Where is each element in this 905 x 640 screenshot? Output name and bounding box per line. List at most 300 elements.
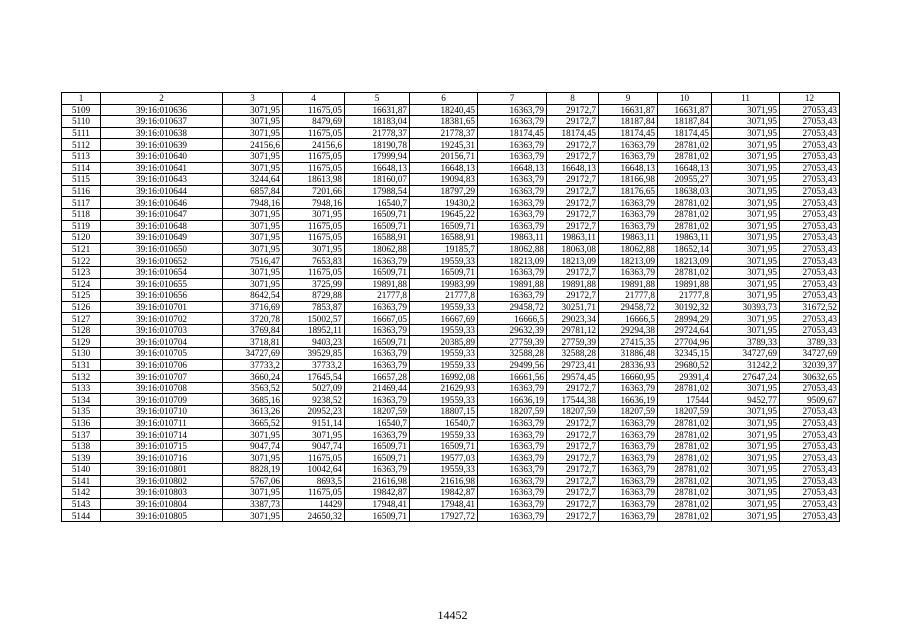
value-cell: 37733,2 — [283, 359, 345, 371]
value-cell: 3387,73 — [223, 498, 283, 510]
value-cell: 28994,29 — [658, 313, 712, 325]
value-cell: 16363,79 — [478, 150, 547, 162]
value-cell: 16648,13 — [410, 162, 478, 174]
value-cell: 3071,95 — [223, 104, 283, 116]
value-cell: 29172,7 — [547, 197, 599, 209]
value-cell: 16509,71 — [345, 452, 410, 464]
value-cell: 19559,33 — [410, 348, 478, 360]
value-cell: 19559,33 — [410, 429, 478, 441]
value-cell: 19245,31 — [410, 139, 478, 151]
value-cell: 16363,79 — [599, 429, 658, 441]
value-cell: 9151,14 — [283, 417, 345, 429]
value-cell: 19891,88 — [547, 278, 599, 290]
value-cell: 3789,33 — [780, 336, 840, 348]
data-table — [61, 92, 840, 522]
value-cell: 28781,02 — [658, 452, 712, 464]
value-cell: 19094,83 — [410, 174, 478, 186]
value-cell: 19185,7 — [410, 243, 478, 255]
value-cell: 16509,71 — [345, 208, 410, 220]
row-number-cell: 5112 — [62, 139, 101, 151]
value-cell: 7653,83 — [283, 255, 345, 267]
table-row — [62, 359, 840, 371]
value-cell: 18213,09 — [547, 255, 599, 267]
value-cell: 16363,79 — [599, 150, 658, 162]
value-cell: 16648,13 — [599, 162, 658, 174]
value-cell: 3563,52 — [223, 382, 283, 394]
value-cell: 3789,33 — [712, 336, 780, 348]
value-cell: 5027,09 — [283, 382, 345, 394]
value-cell: 16363,79 — [599, 208, 658, 220]
value-cell: 29172,7 — [547, 510, 599, 522]
value-cell: 17988,54 — [345, 185, 410, 197]
row-number-cell: 5139 — [62, 452, 101, 464]
value-cell: 31886,48 — [599, 348, 658, 360]
value-cell: 18166,98 — [599, 174, 658, 186]
value-cell: 3071,95 — [712, 440, 780, 452]
col-header: 5 — [345, 93, 410, 105]
value-cell: 27053,43 — [780, 324, 840, 336]
value-cell: 16363,79 — [478, 475, 547, 487]
value-cell: 3071,95 — [712, 498, 780, 510]
value-cell: 18174,45 — [599, 127, 658, 139]
table-row — [62, 324, 840, 336]
value-cell: 3071,95 — [283, 243, 345, 255]
value-cell: 39529,85 — [283, 348, 345, 360]
table-row — [62, 510, 840, 522]
table-row — [62, 232, 840, 244]
table-row — [62, 301, 840, 313]
row-number-cell: 5128 — [62, 324, 101, 336]
value-cell: 3685,16 — [223, 394, 283, 406]
value-cell: 3071,95 — [712, 324, 780, 336]
row-number-cell: 5109 — [62, 104, 101, 116]
cadastral-number-cell: 39:16:010801 — [101, 464, 223, 476]
row-number-cell: 5114 — [62, 162, 101, 174]
row-number-cell: 5111 — [62, 127, 101, 139]
value-cell: 19891,88 — [599, 278, 658, 290]
value-cell: 16363,79 — [599, 475, 658, 487]
value-cell: 16509,71 — [345, 510, 410, 522]
value-cell: 29172,7 — [547, 174, 599, 186]
value-cell: 3071,95 — [223, 487, 283, 499]
value-cell: 16509,71 — [345, 220, 410, 232]
value-cell: 7853,87 — [283, 301, 345, 313]
table-row — [62, 417, 840, 429]
value-cell: 29172,7 — [547, 116, 599, 128]
value-cell: 18207,59 — [658, 406, 712, 418]
cadastral-number-cell: 39:16:010703 — [101, 324, 223, 336]
value-cell: 3071,95 — [223, 510, 283, 522]
cadastral-number-cell: 39:16:010701 — [101, 301, 223, 313]
value-cell: 17927,72 — [410, 510, 478, 522]
value-cell: 29680,52 — [658, 359, 712, 371]
table-row — [62, 127, 840, 139]
value-cell: 18207,59 — [599, 406, 658, 418]
cadastral-number-cell: 39:16:010637 — [101, 116, 223, 128]
value-cell: 21616,98 — [410, 475, 478, 487]
value-cell: 19559,33 — [410, 255, 478, 267]
cadastral-number-cell: 39:16:010643 — [101, 174, 223, 186]
value-cell: 3071,95 — [712, 313, 780, 325]
value-cell: 29023,34 — [547, 313, 599, 325]
value-cell: 29632,39 — [478, 324, 547, 336]
table-row — [62, 498, 840, 510]
value-cell: 19863,11 — [658, 232, 712, 244]
value-cell: 28336,93 — [599, 359, 658, 371]
value-cell: 21777,8 — [410, 290, 478, 302]
table-row — [62, 348, 840, 360]
value-cell: 19430,2 — [410, 197, 478, 209]
value-cell: 16363,79 — [478, 464, 547, 476]
value-cell: 19559,33 — [410, 394, 478, 406]
value-cell: 18613,98 — [283, 174, 345, 186]
value-cell: 11675,05 — [283, 150, 345, 162]
value-cell: 24156,6 — [283, 139, 345, 151]
value-cell: 20156,71 — [410, 150, 478, 162]
value-cell: 3071,95 — [223, 266, 283, 278]
row-number-cell: 5133 — [62, 382, 101, 394]
table-row — [62, 139, 840, 151]
value-cell: 32588,28 — [478, 348, 547, 360]
value-cell: 16636,19 — [599, 394, 658, 406]
value-cell: 18160,07 — [345, 174, 410, 186]
value-cell: 27704,96 — [658, 336, 712, 348]
value-cell: 28781,02 — [658, 487, 712, 499]
col-header: 1 — [62, 93, 101, 105]
value-cell: 16631,87 — [658, 104, 712, 116]
col-header: 4 — [283, 93, 345, 105]
value-cell: 17948,41 — [410, 498, 478, 510]
cadastral-number-cell: 39:16:010702 — [101, 313, 223, 325]
value-cell: 11675,05 — [283, 487, 345, 499]
value-cell: 9452,77 — [712, 394, 780, 406]
value-cell: 16666,5 — [478, 313, 547, 325]
cadastral-number-cell: 39:16:010650 — [101, 243, 223, 255]
value-cell: 21629,93 — [410, 382, 478, 394]
value-cell: 8693,5 — [283, 475, 345, 487]
value-cell: 19891,88 — [345, 278, 410, 290]
value-cell: 27053,43 — [780, 208, 840, 220]
value-cell: 9509,67 — [780, 394, 840, 406]
value-cell: 3071,95 — [712, 150, 780, 162]
value-cell: 31242,2 — [712, 359, 780, 371]
page-number: 14452 — [437, 608, 468, 622]
value-cell: 27053,43 — [780, 382, 840, 394]
value-cell: 18062,88 — [478, 243, 547, 255]
value-cell: 16363,79 — [345, 464, 410, 476]
value-cell: 16363,79 — [599, 139, 658, 151]
table-row — [62, 243, 840, 255]
table-row — [62, 313, 840, 325]
value-cell: 28781,02 — [658, 266, 712, 278]
table-row — [62, 336, 840, 348]
value-cell: 37733,2 — [223, 359, 283, 371]
value-cell: 3660,24 — [223, 371, 283, 383]
value-cell: 16363,79 — [478, 197, 547, 209]
value-cell: 16648,13 — [478, 162, 547, 174]
value-cell: 32039,37 — [780, 359, 840, 371]
value-cell: 34727,69 — [780, 348, 840, 360]
cadastral-number-cell: 39:16:010805 — [101, 510, 223, 522]
col-header: 10 — [658, 93, 712, 105]
value-cell: 29172,7 — [547, 290, 599, 302]
value-cell: 16363,79 — [599, 464, 658, 476]
value-cell: 19863,11 — [599, 232, 658, 244]
table-row — [62, 440, 840, 452]
cadastral-number-cell: 39:16:010716 — [101, 452, 223, 464]
col-header: 9 — [599, 93, 658, 105]
row-number-cell: 5140 — [62, 464, 101, 476]
value-cell: 3071,95 — [712, 243, 780, 255]
value-cell: 24650,32 — [283, 510, 345, 522]
value-cell: 29172,7 — [547, 139, 599, 151]
value-cell: 27053,43 — [780, 220, 840, 232]
value-cell: 27053,43 — [780, 417, 840, 429]
value-cell: 27053,43 — [780, 278, 840, 290]
cadastral-number-cell: 39:16:010640 — [101, 150, 223, 162]
table-row — [62, 475, 840, 487]
value-cell: 28781,02 — [658, 464, 712, 476]
value-cell: 18062,88 — [345, 243, 410, 255]
row-number-cell: 5135 — [62, 406, 101, 418]
value-cell: 19863,11 — [478, 232, 547, 244]
col-header: 12 — [780, 93, 840, 105]
value-cell: 16657,28 — [345, 371, 410, 383]
value-cell: 27053,43 — [780, 104, 840, 116]
table-row — [62, 208, 840, 220]
value-cell: 16540,7 — [345, 197, 410, 209]
value-cell: 30192,32 — [658, 301, 712, 313]
value-cell: 27053,43 — [780, 255, 840, 267]
value-cell: 29172,7 — [547, 417, 599, 429]
row-number-cell: 5134 — [62, 394, 101, 406]
cadastral-number-cell: 39:16:010654 — [101, 266, 223, 278]
cadastral-number-cell: 39:16:010708 — [101, 382, 223, 394]
value-cell: 17948,41 — [345, 498, 410, 510]
row-number-cell: 5136 — [62, 417, 101, 429]
value-cell: 3071,95 — [712, 290, 780, 302]
value-cell: 16667,69 — [410, 313, 478, 325]
value-cell: 29172,7 — [547, 452, 599, 464]
value-cell: 3071,95 — [712, 185, 780, 197]
value-cell: 3071,95 — [712, 464, 780, 476]
value-cell: 16363,79 — [478, 116, 547, 128]
value-cell: 16363,79 — [345, 429, 410, 441]
value-cell: 31672,52 — [780, 301, 840, 313]
value-cell: 19891,88 — [478, 278, 547, 290]
value-cell: 16363,79 — [599, 382, 658, 394]
value-cell: 11675,05 — [283, 127, 345, 139]
value-cell: 27647,24 — [712, 371, 780, 383]
value-cell: 14429 — [283, 498, 345, 510]
value-cell: 29781,12 — [547, 324, 599, 336]
value-cell: 28781,02 — [658, 475, 712, 487]
table-row — [62, 487, 840, 499]
value-cell: 19559,33 — [410, 324, 478, 336]
value-cell: 3613,26 — [223, 406, 283, 418]
cadastral-number-cell: 39:16:010639 — [101, 139, 223, 151]
value-cell: 16648,13 — [658, 162, 712, 174]
value-cell: 11675,05 — [283, 452, 345, 464]
value-cell: 16363,79 — [345, 394, 410, 406]
value-cell: 19559,33 — [410, 464, 478, 476]
row-number-cell: 5144 — [62, 510, 101, 522]
table-row — [62, 394, 840, 406]
value-cell: 3071,95 — [712, 429, 780, 441]
row-number-cell: 5143 — [62, 498, 101, 510]
value-cell: 34727,69 — [712, 348, 780, 360]
value-cell: 3071,95 — [223, 150, 283, 162]
value-cell: 16636,19 — [478, 394, 547, 406]
value-cell: 7516,47 — [223, 255, 283, 267]
value-cell: 29172,7 — [547, 266, 599, 278]
value-cell: 27053,43 — [780, 116, 840, 128]
value-cell: 17544 — [658, 394, 712, 406]
cadastral-number-cell: 39:16:010715 — [101, 440, 223, 452]
cadastral-number-cell: 39:16:010709 — [101, 394, 223, 406]
row-number-cell: 5117 — [62, 197, 101, 209]
row-number-cell: 5141 — [62, 475, 101, 487]
cadastral-number-cell: 39:16:010803 — [101, 487, 223, 499]
row-number-cell: 5119 — [62, 220, 101, 232]
value-cell: 3071,95 — [712, 116, 780, 128]
col-header: 8 — [547, 93, 599, 105]
value-cell: 27053,43 — [780, 406, 840, 418]
value-cell: 9047,74 — [283, 440, 345, 452]
value-cell: 29172,7 — [547, 382, 599, 394]
value-cell: 20955,27 — [658, 174, 712, 186]
value-cell: 3769,84 — [223, 324, 283, 336]
value-cell: 3071,95 — [712, 104, 780, 116]
value-cell: 16588,91 — [345, 232, 410, 244]
row-number-cell: 5131 — [62, 359, 101, 371]
row-number-cell: 5126 — [62, 301, 101, 313]
table-row — [62, 371, 840, 383]
value-cell: 17544,38 — [547, 394, 599, 406]
cadastral-number-cell: 39:16:010706 — [101, 359, 223, 371]
cadastral-number-cell: 39:16:010652 — [101, 255, 223, 267]
value-cell: 3071,95 — [712, 452, 780, 464]
value-cell: 29172,7 — [547, 475, 599, 487]
value-cell: 27053,43 — [780, 487, 840, 499]
table-row — [62, 116, 840, 128]
value-cell: 3071,95 — [712, 487, 780, 499]
value-cell: 30393,73 — [712, 301, 780, 313]
value-cell: 11675,05 — [283, 220, 345, 232]
cadastral-number-cell: 39:16:010655 — [101, 278, 223, 290]
value-cell: 16363,79 — [599, 266, 658, 278]
value-cell: 21777,8 — [345, 290, 410, 302]
value-cell: 16648,13 — [547, 162, 599, 174]
value-cell: 18187,84 — [658, 116, 712, 128]
value-cell: 27053,43 — [780, 440, 840, 452]
col-header: 7 — [478, 93, 547, 105]
value-cell: 28781,02 — [658, 382, 712, 394]
value-cell: 27053,43 — [780, 475, 840, 487]
value-cell: 3071,95 — [712, 266, 780, 278]
table-row — [62, 266, 840, 278]
value-cell: 16509,71 — [345, 336, 410, 348]
value-cell: 29172,7 — [547, 440, 599, 452]
value-cell: 16363,79 — [599, 452, 658, 464]
value-cell: 30632,65 — [780, 371, 840, 383]
value-cell: 17645,54 — [283, 371, 345, 383]
value-cell: 27053,43 — [780, 313, 840, 325]
value-cell: 16509,71 — [410, 440, 478, 452]
value-cell: 16363,79 — [345, 301, 410, 313]
value-cell: 16363,79 — [478, 417, 547, 429]
cadastral-number-cell: 39:16:010711 — [101, 417, 223, 429]
value-cell: 3071,95 — [712, 278, 780, 290]
value-cell: 18381,65 — [410, 116, 478, 128]
cadastral-number-cell: 39:16:010804 — [101, 498, 223, 510]
value-cell: 20385,89 — [410, 336, 478, 348]
row-number-cell: 5123 — [62, 266, 101, 278]
table-row — [62, 452, 840, 464]
cadastral-number-cell: 39:16:010644 — [101, 185, 223, 197]
value-cell: 3071,95 — [712, 232, 780, 244]
value-cell: 16363,79 — [599, 498, 658, 510]
value-cell: 8479,69 — [283, 116, 345, 128]
value-cell: 21778,37 — [345, 127, 410, 139]
value-cell: 3716,69 — [223, 301, 283, 313]
value-cell: 3071,95 — [223, 232, 283, 244]
value-cell: 16540,7 — [410, 417, 478, 429]
value-cell: 18176,65 — [599, 185, 658, 197]
table-row — [62, 185, 840, 197]
table-row — [62, 406, 840, 418]
value-cell: 3071,95 — [712, 197, 780, 209]
value-cell: 8729,88 — [283, 290, 345, 302]
row-number-cell: 5115 — [62, 174, 101, 186]
value-cell: 27053,43 — [780, 498, 840, 510]
cadastral-number-cell: 39:16:010647 — [101, 208, 223, 220]
value-cell: 29391,4 — [658, 371, 712, 383]
value-cell: 28781,02 — [658, 197, 712, 209]
value-cell: 11675,05 — [283, 162, 345, 174]
value-cell: 16363,79 — [599, 510, 658, 522]
value-cell: 3071,95 — [712, 255, 780, 267]
value-cell: 9403,23 — [283, 336, 345, 348]
value-cell: 16363,79 — [478, 208, 547, 220]
value-cell: 3665,52 — [223, 417, 283, 429]
value-cell: 16509,71 — [345, 266, 410, 278]
value-cell: 28781,02 — [658, 510, 712, 522]
row-number-cell: 5121 — [62, 243, 101, 255]
cadastral-number-cell: 39:16:010704 — [101, 336, 223, 348]
value-cell: 16363,79 — [599, 197, 658, 209]
col-header: 11 — [712, 93, 780, 105]
table-row — [62, 104, 840, 116]
col-header: 2 — [101, 93, 223, 105]
value-cell: 27053,43 — [780, 197, 840, 209]
value-cell: 19842,87 — [410, 487, 478, 499]
value-cell: 29458,72 — [599, 301, 658, 313]
value-cell: 27053,43 — [780, 290, 840, 302]
row-number-cell: 5110 — [62, 116, 101, 128]
value-cell: 18190,78 — [345, 139, 410, 151]
value-cell: 16363,79 — [345, 348, 410, 360]
cadastral-number-cell: 39:16:010714 — [101, 429, 223, 441]
col-header: 6 — [410, 93, 478, 105]
value-cell: 19983,99 — [410, 278, 478, 290]
value-cell: 18207,59 — [478, 406, 547, 418]
value-cell: 29458,72 — [478, 301, 547, 313]
row-number-cell: 5130 — [62, 348, 101, 360]
table-row — [62, 150, 840, 162]
value-cell: 18797,29 — [410, 185, 478, 197]
value-cell: 11675,05 — [283, 232, 345, 244]
